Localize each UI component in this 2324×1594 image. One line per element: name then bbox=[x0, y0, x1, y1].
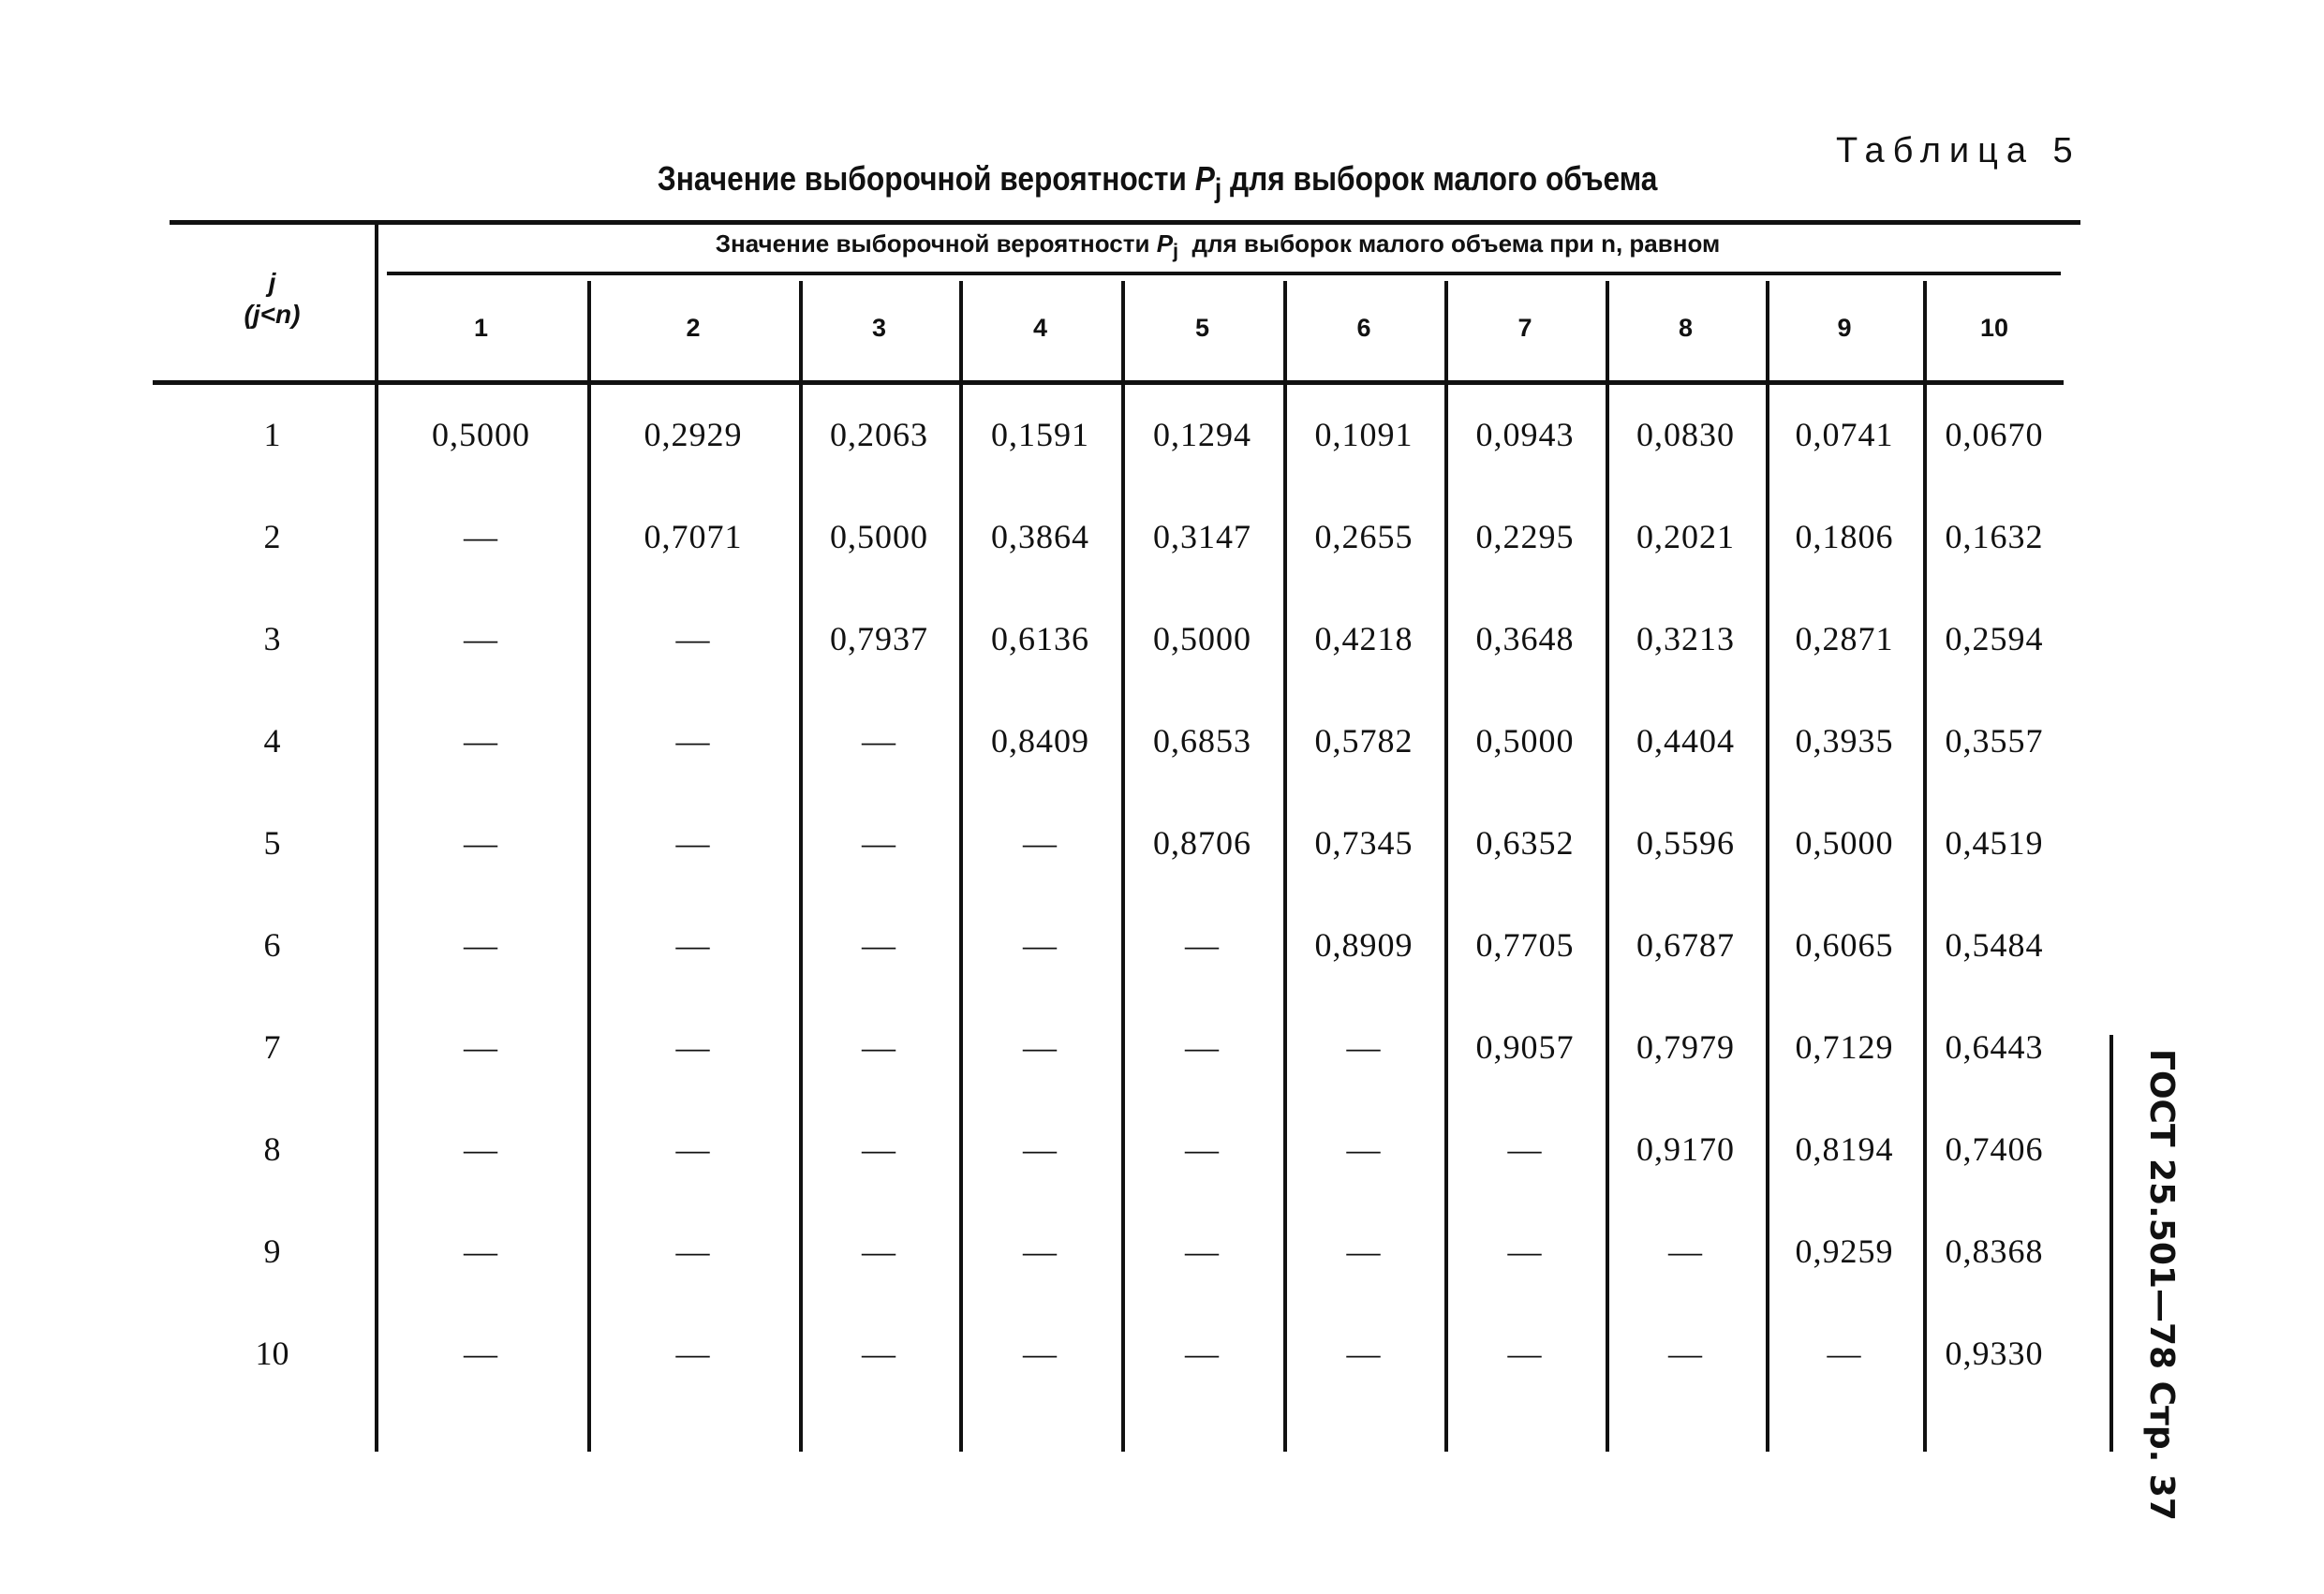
subheader-subscript: j bbox=[1173, 239, 1179, 263]
title-text-end: для выборок малого объема bbox=[1229, 159, 1658, 198]
table-cell: — bbox=[464, 1232, 498, 1270]
table-cell: 0,6787 bbox=[1636, 926, 1735, 964]
table-cell: — bbox=[1346, 1335, 1382, 1372]
subheader-text-end: для выборок малого объема при n, равном bbox=[1178, 229, 1721, 258]
column-group-header bbox=[375, 229, 2061, 263]
table-cell: — bbox=[675, 620, 711, 657]
table-cell: — bbox=[1185, 926, 1220, 964]
column-divider bbox=[1283, 281, 1287, 1452]
table-cell: — bbox=[464, 620, 498, 657]
table-cell: — bbox=[862, 722, 896, 760]
table-cell: — bbox=[1668, 1232, 1703, 1270]
top-rule bbox=[170, 220, 2080, 225]
row-label-j: 1 bbox=[263, 416, 281, 453]
subheader-text: Значение выборочной вероятности bbox=[715, 229, 1157, 258]
table-cell: 0,9259 bbox=[1795, 1232, 1894, 1270]
row-header-symbol: j bbox=[268, 268, 276, 297]
table-cell: — bbox=[464, 518, 498, 555]
table-cell: 0,5000 bbox=[1795, 824, 1894, 862]
column-divider bbox=[1923, 281, 1927, 1452]
table-cell: — bbox=[862, 1130, 896, 1168]
table-cell: 0,7705 bbox=[1475, 926, 1575, 964]
row-header-condition: (j<n) bbox=[244, 300, 301, 329]
table-cell: — bbox=[1185, 1232, 1220, 1270]
column-header-n: 3 bbox=[871, 314, 887, 342]
table-cell: 0,2871 bbox=[1795, 620, 1894, 657]
table-cell: — bbox=[464, 1130, 498, 1168]
subheader-symbol: P bbox=[1156, 229, 1174, 258]
table-cell: 0,3557 bbox=[1945, 722, 2044, 760]
row-label-j: 6 bbox=[263, 926, 281, 964]
table-cell: — bbox=[862, 824, 896, 862]
table-cell: — bbox=[464, 1335, 498, 1372]
table-cell: 0,1591 bbox=[991, 416, 1089, 453]
table-cell: 0,9170 bbox=[1636, 1130, 1735, 1168]
table-cell: — bbox=[1185, 1130, 1220, 1168]
table-cell: — bbox=[1185, 1028, 1220, 1066]
table-cell: 0,2929 bbox=[644, 416, 743, 453]
table-cell: 0,6853 bbox=[1153, 722, 1251, 760]
table-cell: 0,5000 bbox=[432, 416, 530, 453]
table-cell: 0,6065 bbox=[1795, 926, 1894, 964]
column-header-n: 6 bbox=[1356, 314, 1371, 342]
table-cell: — bbox=[1346, 1130, 1382, 1168]
table-cell: 0,3864 bbox=[991, 518, 1089, 555]
table-cell: 0,8194 bbox=[1795, 1130, 1894, 1168]
table-cell: 0,7406 bbox=[1945, 1130, 2044, 1168]
table-cell: 0,2295 bbox=[1475, 518, 1575, 555]
table-cell: 0,1632 bbox=[1945, 518, 2044, 555]
column-divider bbox=[1121, 281, 1125, 1452]
table-cell: 0,7071 bbox=[644, 518, 743, 555]
table-cell: 0,8409 bbox=[991, 722, 1089, 760]
table-cell: — bbox=[675, 722, 711, 760]
table-cell: — bbox=[464, 722, 498, 760]
table-cell: 0,5596 bbox=[1636, 824, 1735, 862]
table-cell: — bbox=[1346, 1232, 1382, 1270]
table-cell: — bbox=[464, 1028, 498, 1066]
table-cell: 0,5782 bbox=[1314, 722, 1414, 760]
table-cell: 0,2655 bbox=[1314, 518, 1414, 555]
table-cell: — bbox=[862, 1232, 896, 1270]
table-cell: — bbox=[1668, 1335, 1703, 1372]
table-cell: 0,5000 bbox=[1475, 722, 1575, 760]
title-subscript: j bbox=[1214, 173, 1222, 205]
table-cell: 0,2021 bbox=[1636, 518, 1735, 555]
column-header-n: 7 bbox=[1517, 314, 1532, 342]
table-cell: 0,8706 bbox=[1153, 824, 1251, 862]
table-cell: 0,1091 bbox=[1314, 416, 1414, 453]
table-cell: — bbox=[675, 1335, 711, 1372]
column-header-n: 5 bbox=[1194, 314, 1210, 342]
table-cell: 0,7129 bbox=[1795, 1028, 1894, 1066]
table-cell: 0,3935 bbox=[1795, 722, 1894, 760]
table-cell: — bbox=[1023, 824, 1058, 862]
row-label-j: 5 bbox=[263, 824, 281, 862]
table-cell: 0,0670 bbox=[1945, 416, 2044, 453]
table-cell: 0,4519 bbox=[1945, 824, 2044, 862]
table-cell: 0,1806 bbox=[1795, 518, 1894, 555]
table-cell: — bbox=[675, 1028, 711, 1066]
page-side-caption: ГОСТ 25.501—78 Стр. 37 bbox=[2142, 1049, 2181, 1521]
row-label-j: 10 bbox=[255, 1335, 289, 1372]
column-header-n: 4 bbox=[1032, 314, 1048, 342]
column-divider bbox=[1606, 281, 1609, 1452]
side-caption-rule bbox=[2109, 1035, 2113, 1452]
table-cell: — bbox=[862, 1335, 896, 1372]
table-cell: 0,3147 bbox=[1153, 518, 1251, 555]
column-header-n: 10 bbox=[1979, 314, 2009, 342]
table-cell: 0,0943 bbox=[1475, 416, 1575, 453]
table-cell: 0,1294 bbox=[1153, 416, 1251, 453]
table-cell: — bbox=[675, 1130, 711, 1168]
table-cell: 0,5000 bbox=[1153, 620, 1251, 657]
table-cell: — bbox=[1023, 1028, 1058, 1066]
column-divider bbox=[799, 281, 803, 1452]
table-cell: — bbox=[862, 1028, 896, 1066]
table-cell: 0,3648 bbox=[1475, 620, 1575, 657]
table-cell: 0,2063 bbox=[830, 416, 928, 453]
column-header-n: 8 bbox=[1678, 314, 1694, 342]
table-cell: 0,6443 bbox=[1945, 1028, 2044, 1066]
table-cell: — bbox=[1346, 1028, 1382, 1066]
column-header-n: 1 bbox=[473, 314, 489, 342]
column-header-n: 2 bbox=[686, 314, 701, 342]
row-label-j: 9 bbox=[263, 1232, 281, 1270]
table-cell: — bbox=[675, 926, 711, 964]
table-cell: — bbox=[464, 926, 498, 964]
table-cell: — bbox=[464, 824, 498, 862]
table-number-label: Таблица 5 bbox=[1836, 131, 2081, 170]
column-divider bbox=[587, 281, 591, 1452]
column-divider bbox=[1444, 281, 1448, 1452]
table-cell: — bbox=[1023, 926, 1058, 964]
table-cell: — bbox=[1507, 1232, 1543, 1270]
row-label-j: 4 bbox=[263, 722, 281, 760]
table-cell: — bbox=[675, 1232, 711, 1270]
table-cell: 0,9057 bbox=[1475, 1028, 1575, 1066]
title-symbol: P bbox=[1194, 159, 1215, 198]
table-cell: — bbox=[1507, 1130, 1543, 1168]
column-divider bbox=[959, 281, 963, 1452]
row-header bbox=[170, 267, 375, 331]
table-cell: 0,8909 bbox=[1314, 926, 1414, 964]
row-label-j: 3 bbox=[263, 620, 281, 657]
table-cell: 0,6352 bbox=[1475, 824, 1575, 862]
title-text: Значение выборочной вероятности bbox=[657, 159, 1195, 198]
table-cell: 0,8368 bbox=[1945, 1232, 2044, 1270]
row-label-j: 2 bbox=[263, 518, 281, 555]
table-cell: 0,5484 bbox=[1945, 926, 2044, 964]
table-cell: — bbox=[1185, 1335, 1220, 1372]
table-cell: — bbox=[1827, 1335, 1862, 1372]
table-cell: 0,4218 bbox=[1314, 620, 1414, 657]
row-label-j: 8 bbox=[263, 1130, 281, 1168]
header-bottom-rule bbox=[153, 380, 2064, 385]
table-cell: 0,7979 bbox=[1636, 1028, 1735, 1066]
row-label-j: 7 bbox=[263, 1028, 281, 1066]
table-cell: 0,3213 bbox=[1636, 620, 1735, 657]
table-cell: 0,7345 bbox=[1314, 824, 1414, 862]
table-cell: 0,0741 bbox=[1795, 416, 1894, 453]
table-cell: — bbox=[1023, 1232, 1058, 1270]
table-cell: 0,9330 bbox=[1945, 1335, 2044, 1372]
table-cell: — bbox=[1023, 1130, 1058, 1168]
table-cell: 0,7937 bbox=[830, 620, 928, 657]
table-title bbox=[135, 159, 2180, 205]
table-cell: — bbox=[675, 824, 711, 862]
table-cell: — bbox=[1507, 1335, 1543, 1372]
table-cell: 0,0830 bbox=[1636, 416, 1735, 453]
subheader-rule bbox=[387, 272, 2061, 275]
column-divider bbox=[1766, 281, 1769, 1452]
table-cell: 0,2594 bbox=[1945, 620, 2044, 657]
table-cell: 0,4404 bbox=[1636, 722, 1735, 760]
table-cell: — bbox=[862, 926, 896, 964]
table-cell: 0,5000 bbox=[830, 518, 928, 555]
table-cell: 0,6136 bbox=[991, 620, 1089, 657]
column-header-n: 9 bbox=[1837, 314, 1852, 342]
table-cell: — bbox=[1023, 1335, 1058, 1372]
